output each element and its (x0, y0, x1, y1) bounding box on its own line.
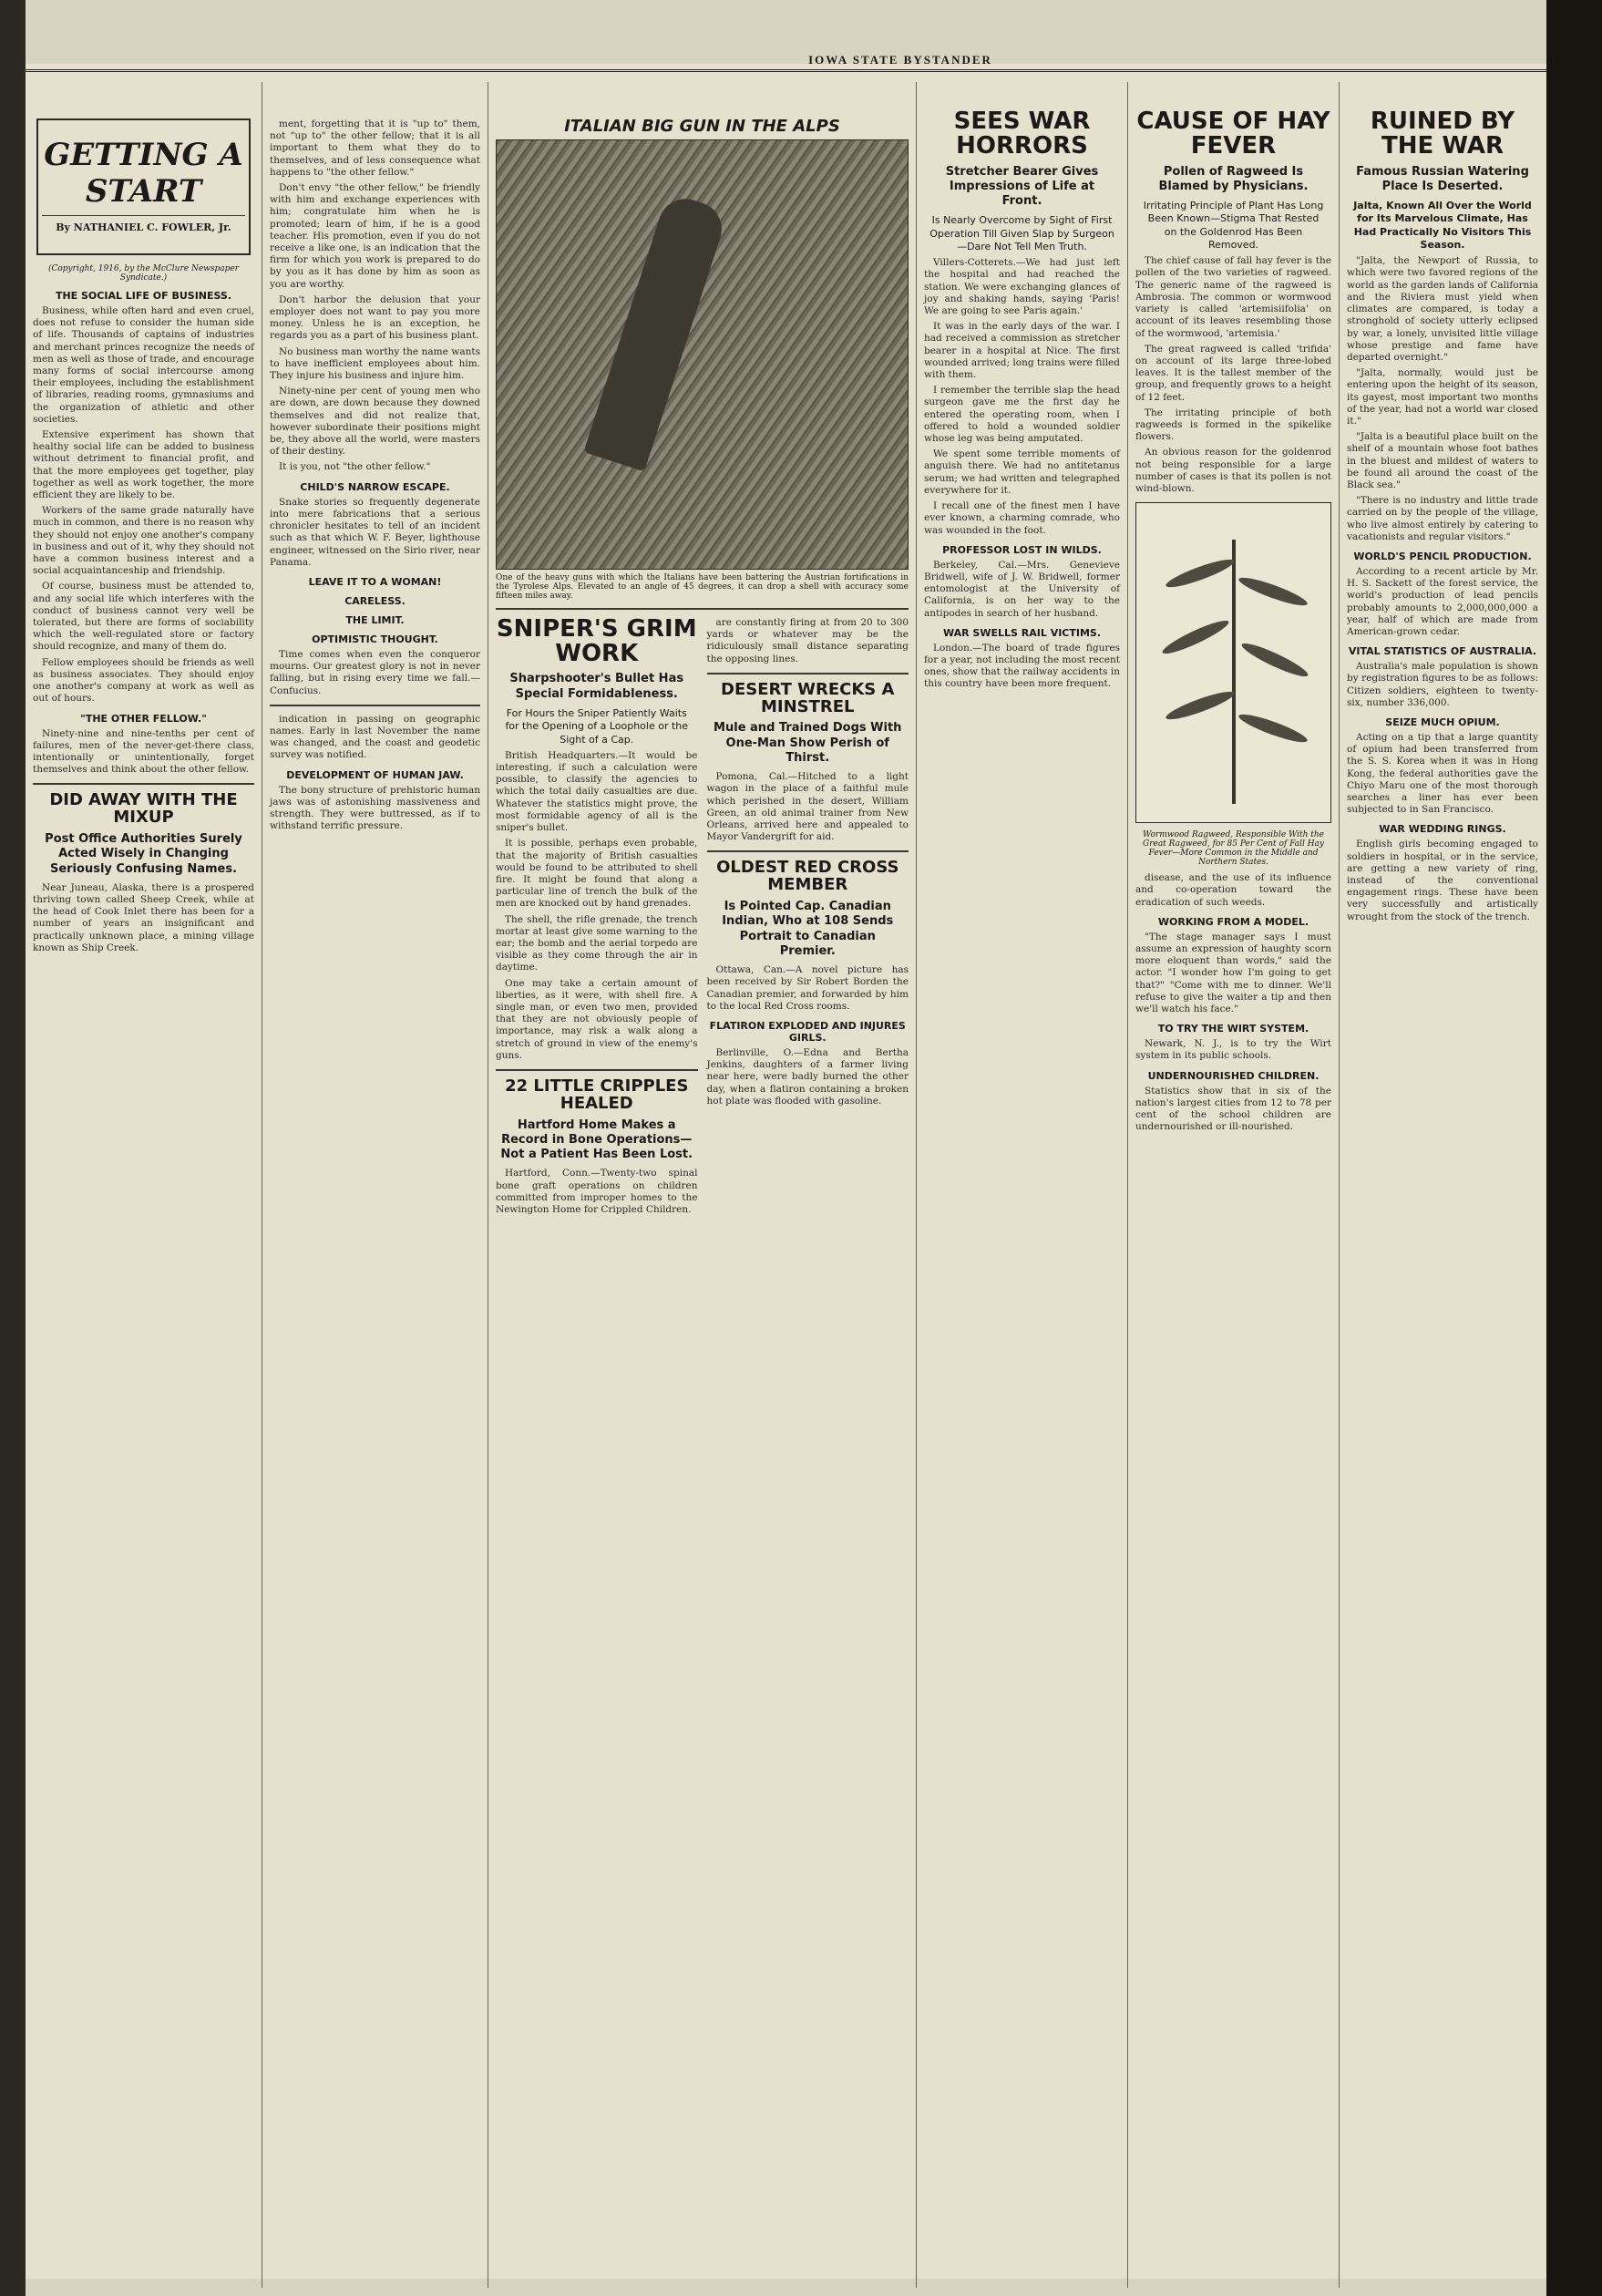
section-heading: THE LIMIT. (345, 613, 405, 626)
section-heading: "THE OTHER FELLOW." (80, 712, 207, 725)
paragraph: The chief cause of fall hay fever is the pollen of the two varieties of ragweed. The generic name of the ragweed is Ambrosia. The common or wormwood variety is called 'artemisiifolia' on account of its leaves resembling those of the wormwood, 'artemisia.' (1135, 255, 1331, 339)
section-heading: FLATIRON EXPLODED AND INJURES GIRLS. (709, 1020, 906, 1045)
illustration-caption: Wormwood Ragweed, Responsible With the Great Ragweed, for 85 Per Cent of Fall Hay Fever—More Common in the Middle and Northern States. (1142, 830, 1324, 868)
paragraph: It is possible, perhaps even probable, that the majority of British casualties would be found to be attributed to shell fire. It might be found that along a particular line of trench the bulk of the men are knocked out by hand grenades. (496, 838, 698, 910)
article-body (924, 643, 1120, 691)
article-body (1135, 1038, 1331, 1062)
section-heading: WORKING FROM A MODEL. (1157, 915, 1309, 928)
paragraph: It is you, not "the other fellow." (279, 461, 431, 473)
section-heading: VITAL STATISTICS OF AUSTRALIA. (1348, 645, 1537, 658)
paragraph: are constantly firing at from 20 to 300 yards or whatever may be the ridiculously small distance separating the opposing lines. (706, 616, 909, 664)
article-body (924, 560, 1120, 620)
section-heading: PROFESSOR LOST IN WILDS. (942, 543, 1102, 556)
section-heading: CARELESS. (344, 594, 406, 607)
paragraph: I recall one of the finest men I have ever known, a charming comrade, who was wounded in the foot. (924, 500, 1120, 536)
subdeck: For Hours the Sniper Patiently Waits for the Opening of a Loophole or the Sight of a Cap. (505, 706, 689, 746)
paragraph: No business man worthy the name wants to have inefficient employees about him. They injure his business and injure him. (270, 345, 480, 382)
paragraph: Of course, business must be attended to, and any social life which interferes with the conduct of business cannot very well be tolerated, but there are forms of sociability which the well-regulated store or factory should recognize, and many of them do. (33, 581, 254, 653)
article-body (270, 714, 480, 762)
article-body (707, 617, 909, 665)
deck: Is Pointed Cap. Canadian Indian, Who at 108 Sends Portrait to Canadian Premier. (722, 900, 894, 958)
article-body (270, 649, 480, 697)
article-body (1135, 872, 1331, 909)
paragraph: "There is no industry and little trade carried on by the people of the village, who live almost entirely by catering to vacationists and regular visitors." (1347, 495, 1538, 542)
paragraph: "The stage manager says I must assume an expression of haughty scorn more eloquent than words," said the actor. "I wonder how I'm going to get that?" "Come with me to dinner. We'll refuse to give the waiter a tip and then we'll watch his face." (1135, 931, 1331, 1014)
paragraph: We spent some terrible moments of anguish there. We had no antitetanus serum; we had written and telegraphed everywhere for it. (924, 448, 1120, 496)
column-6 (1128, 82, 1340, 2288)
paragraph: I remember the terrible slap the head surgeon gave me the first day he entered the operating room, when I offered to hold a wounded soldier whose leg was being amputated. (924, 385, 1120, 445)
article-body (270, 497, 480, 569)
paragraph: According to a recent article by Mr. H. S. Sackett of the forest service, the world's production of lead pencils probably amounts to 2,000,000,000 a year, half of which are made from American-grown cedar. (1347, 565, 1538, 637)
paragraph: Australia's male population is shown by registration figures to be as follows: Citizen soldiers, eighteen to twenty-six, number 336,000. (1347, 661, 1538, 708)
paragraph: Business, while often hard and even cruel, does not refuse to consider the human side of life. Thousands of captains of industries and merchant princes recognize the needs of men as well as those of trade, and encourage many forms of social intercourse among their employees, including the establishment of libraries, reading rooms, gymnasiums and the organization of athletic and other societies. (33, 305, 254, 425)
newspaper-page (26, 53, 1566, 2279)
article-body (1135, 255, 1331, 495)
paragraph: Berkeley, Cal.—Mrs. Genevieve Bridwell, wife of J. W. Bridwell, former entomologist at the University of California, is on her way to the antipodes in search of her husband. (924, 559, 1120, 619)
headline: DID AWAY WITH THE MIXUP (49, 790, 238, 828)
article-body (33, 305, 254, 705)
headline: OLDEST RED CROSS MEMBER (716, 858, 899, 895)
section-heading: WORLD'S PENCIL PRODUCTION. (1353, 550, 1532, 562)
paragraph: Pomona, Cal.—Hitched to a light wagon in the place of a faithful mule which perished in the desert, William Green, an old animal trainer from New Orleans, arrived here and appealed to Mayor Vandergrift for aid. (706, 771, 909, 843)
photo-headline: ITALIAN BIG GUN IN THE ALPS (564, 117, 840, 136)
deck: Sharpshooter's Bullet Has Special Formidableness. (509, 672, 684, 701)
paragraph: Villers-Cotterets.—We had just left the hospital and had reached the station. We were exchanging glances of joy and shaking hands, saying 'Paris! We are going to see Paris again.' (924, 257, 1120, 317)
article-body (1347, 566, 1538, 638)
section-heading: WAR SWELLS RAIL VICTIMS. (942, 626, 1102, 639)
copyright-line: (Copyright, 1916, by the McClure Newspaper Syndicate.) (47, 264, 240, 283)
paragraph: Berlinville, O.—Edna and Bertha Jenkins, daughters of a farmer living near here, were badly burned the other day, when a flatiron containing a broken hot plate was flooded with gasoline. (706, 1047, 909, 1107)
column-3-4 (488, 82, 917, 2288)
article-body (33, 882, 254, 954)
section-heading: OPTIMISTIC THOUGHT. (312, 633, 438, 645)
section-heading: UNDERNOURISHED CHILDREN. (1147, 1069, 1320, 1082)
article-body (496, 1168, 698, 1216)
subdeck: Jalta, Known All Over the World for Its Marvelous Climate, Has Had Practically No Visitors This Season. (1353, 200, 1532, 251)
page-right-edge (1546, 0, 1602, 2296)
section-heading: DEVELOPMENT OF HUMAN JAW. (286, 768, 464, 781)
column-1 (26, 82, 262, 2288)
article-body (1135, 1086, 1331, 1134)
article-body (496, 750, 698, 1062)
section-heading: TO TRY THE WIRT SYSTEM. (1157, 1023, 1309, 1035)
paragraph: The bony structure of prehistoric human jaws was of astonishing massiveness and strength. They were buttressed, as if to withstand terrific pressure. (270, 784, 480, 832)
deck: Hartford Home Makes a Record in Bone Operations—Not a Patient Has Been Lost. (500, 1117, 693, 1162)
paragraph: "Jalta is a beautiful place built on the shelf of a mountain whose foot bathes in the bluest and mildest of waters to be found all around the coast of the Black sea." (1347, 431, 1538, 490)
headline: SEES WAR HORRORS (953, 108, 1091, 160)
paragraph: English girls becoming engaged to soldiers in hospital, or in the service, are getting a new variety of ring, instead of the conventional engagement rings. These have been very successfully and artistically wrought from the stock of the trench. (1347, 839, 1538, 922)
headline: 22 LITTLE CRIPPLES HEALED (505, 1076, 689, 1113)
column-5 (917, 82, 1128, 2288)
section-heading: SEIZE MUCH OPIUM. (1385, 716, 1500, 728)
section-heading: WAR WEDDING RINGS. (1379, 823, 1506, 836)
paragraph: Workers of the same grade naturally have much in common, and there is no reason why they should not enjoy one another's company in business and out of it, why they should not have a common business interest and a social acquaintanceship and friendship. (33, 505, 254, 577)
paragraph: Hartford, Conn.—Twenty-two spinal bone graft operations on children committed from improper homes to the Newington Home for Crippled Children. (496, 1168, 698, 1216)
masthead-rule (26, 69, 1566, 72)
war-photo (496, 139, 909, 570)
ragweed-illustration (1135, 502, 1331, 823)
paragraph: Snake stories so frequently degenerate into mere fabrications that a serious chronicler hesitates to tell of an incident such as that which W. F. Beyer, lighthouse engineer, witnessed on the Sirio river, near Panama. (270, 496, 480, 568)
article-body (924, 257, 1120, 536)
article-body (1347, 732, 1538, 816)
column-7 (1340, 82, 1546, 2288)
article-body (1347, 661, 1538, 709)
paragraph: Statistics show that in six of the nation's largest cities from 12 to 78 per cent of the school children are undernourished or ill-nourished. (1135, 1085, 1331, 1133)
article-body (1347, 255, 1538, 543)
paragraph: Ninety-nine and nine-tenths per cent of failures, men of the never-get-there class, intentionally or unintentionally, forget themselves and think about the other fellow. (33, 727, 254, 776)
paragraph: It was in the early days of the war. I had received a commission as stretcher bearer in a hospital at Nice. The first wounded arrived; long trains were filled with them. (924, 321, 1120, 381)
paragraph: Fellow employees should be friends as well as business associates. They should enjoy one another's company at work as well as out of hours. (33, 656, 254, 705)
article-body (1135, 932, 1331, 1015)
deck: Famous Russian Watering Place Is Deserted. (1356, 164, 1529, 193)
subdeck: Is Nearly Overcome by Sight of First Operation Till Given Slap by Surgeon—Dare Not Tell Men Truth. (929, 214, 1114, 252)
paragraph: Extensive experiment has shown that healthy social life can be added to business without detriment to financial profit, and that the more employees get together, play together as well as work together, the more efficient they are likely to be. (33, 429, 254, 501)
article-body (33, 728, 254, 777)
paragraph: "Jalta, the Newport of Russia, to which were two favored regions of the world as the garden lands of California and the Riviera must yield when climates are compared, is today a stronghold of society utterly eclipsed by war, a lonely, unvisited little village whose prestige and fame have departed overnight." (1347, 255, 1538, 363)
column-2 (262, 82, 488, 2288)
headline: RUINED BY THE WAR (1370, 108, 1515, 160)
headline: CAUSE OF HAY FEVER (1136, 108, 1330, 160)
deck: Post Office Authorities Surely Acted Wisely in Changing Seriously Confusing Names. (45, 832, 242, 876)
paragraph: Ottawa, Can.—A novel picture has been received by Sir Robert Borden the Canadian premier, and forwarded by him to the local Red Cross rooms. (706, 964, 909, 1012)
masthead: IOWA STATE BYSTANDER (808, 53, 992, 67)
paragraph: An obvious reason for the goldenrod not being responsible for a large number of cases is that its pollen is not wind-blown. (1135, 447, 1331, 494)
paragraph: indication in passing on geographic names. Early in last November the name was changed, and the coast and geodetic survey was notified. (270, 713, 480, 761)
article-body (707, 771, 909, 843)
paragraph: The irritating principle of both ragweeds is formed in the spikelike flowers. (1135, 407, 1331, 443)
page-left-edge (0, 0, 26, 2296)
deck: Pollen of Ragweed Is Blamed by Physicians. (1158, 164, 1309, 193)
article-body (707, 964, 909, 1013)
paragraph: The shell, the rifle grenade, the trench mortar at least give some warning to the ear; the bomb and the aerial torpedo are visible as they come through the air in daytime. (496, 913, 698, 973)
feature-title: GETTING A START (44, 137, 243, 210)
paragraph: Ninety-nine per cent of young men who are down, are down because they downed themselves and did not realize that, however subordinate their positions might be, they above all the world, were masters of their destiny. (270, 386, 480, 458)
paragraph: British Headquarters.—It would be interesting, if such a calculation were possible, to classify the agencies to which the total daily casualties are due. Whatever the statistics might prove, the most formidable agency of all is the sniper's bullet. (496, 749, 698, 834)
paragraph: One may take a certain amount of liberties, as it were, with shell fire. A single man, or even two men, provided that they are not obviously people of importance, may risk a walk along a stretch of ground in view of the enemy's guns. (496, 977, 698, 1061)
paragraph: Acting on a tip that a large quantity of opium had been transferred from the S. S. Korea when it was in Hong Kong, the federal authorities gave the Chiyo Maru one of the most thorough searches a liner has ever been subjected to in San Francisco. (1347, 731, 1538, 816)
paragraph: ment, forgetting that it is "up to" them, not "up to" the other fellow; that it is all important to them what they do to themselves, and of less consequence what happens to "the other fellow." (270, 118, 480, 178)
section-heading: CHILD'S NARROW ESCAPE. (300, 480, 450, 493)
feature-box (36, 118, 251, 255)
feature-byline: By NATHANIEL C. FOWLER, Jr. (56, 221, 231, 233)
subdeck: Irritating Principle of Plant Has Long Been Known—Stigma That Rested on the Goldenrod Has Been Removed. (1143, 200, 1324, 251)
paragraph: London.—The board of trade figures for a year, not including the most recent ones, show that the railway accidents in this country have been more frequent. (924, 642, 1120, 690)
section-heading: LEAVE IT TO A WOMAN! (308, 575, 442, 588)
paragraph: disease, and the use of its influence and co-operation toward the eradication of such weeds. (1135, 872, 1331, 908)
deck: Mule and Trained Dogs With One-Man Show Perish of Thirst. (714, 721, 902, 765)
paragraph: Newark, N. J., is to try the Wirt system in its public schools. (1135, 1038, 1331, 1062)
gun-image (583, 191, 728, 471)
paragraph: Time comes when even the conqueror mourns. Our greatest glory is not in never falling, but in rising every time we fall.—Confucius. (270, 648, 480, 696)
paragraph: Don't envy "the other fellow," be friendly with him and exchange experiences with him; congratulate him when he is promoted; learn of him, if he is a good teacher. His promotion, even if you do not receive a like one, is an indication that the firm for which you work is prepared to do by you as it has done by him as soon as you are worthy. (270, 182, 480, 290)
paragraph: Near Juneau, Alaska, there is a prospered thriving town called Sheep Creek, while at the head of Cook Inlet there has been for a number of years an insignificant and practically unknown place, a mining village known as Ship Creek. (33, 881, 254, 953)
article-body (270, 785, 480, 833)
paragraph: "Jalta, normally, would just be entering upon the height of its season, its gayest, most important two months of the year, had not a world war closed it." (1347, 367, 1538, 427)
headline: SNIPER'S GRIM WORK (496, 614, 697, 668)
photo-caption: One of the heavy guns with which the Italians have been battering the Austrian fortifications in the Tyrolese Alps. Elevated to an angle of 45 degrees, it can drop a shell with accuracy some fifteen miles away. (496, 572, 909, 601)
article-body (707, 1047, 909, 1107)
article-body (1347, 839, 1538, 922)
paragraph: Don't harbor the delusion that your employer does not want to pay you more money. Unless he is an exception, he regards you as a part of his business plant. (270, 293, 480, 342)
headline: DESERT WRECKS A MINSTREL (721, 679, 895, 716)
paragraph: The great ragweed is called 'trifida' on account of its large three-lobed leaves. It is the tallest member of the group, and frequently grows to a height of 12 feet. (1135, 343, 1331, 403)
article-body (270, 118, 480, 474)
deck: Stretcher Bearer Gives Impressions of Life at Front. (945, 164, 1099, 209)
section-heading: THE SOCIAL LIFE OF BUSINESS. (55, 290, 232, 302)
